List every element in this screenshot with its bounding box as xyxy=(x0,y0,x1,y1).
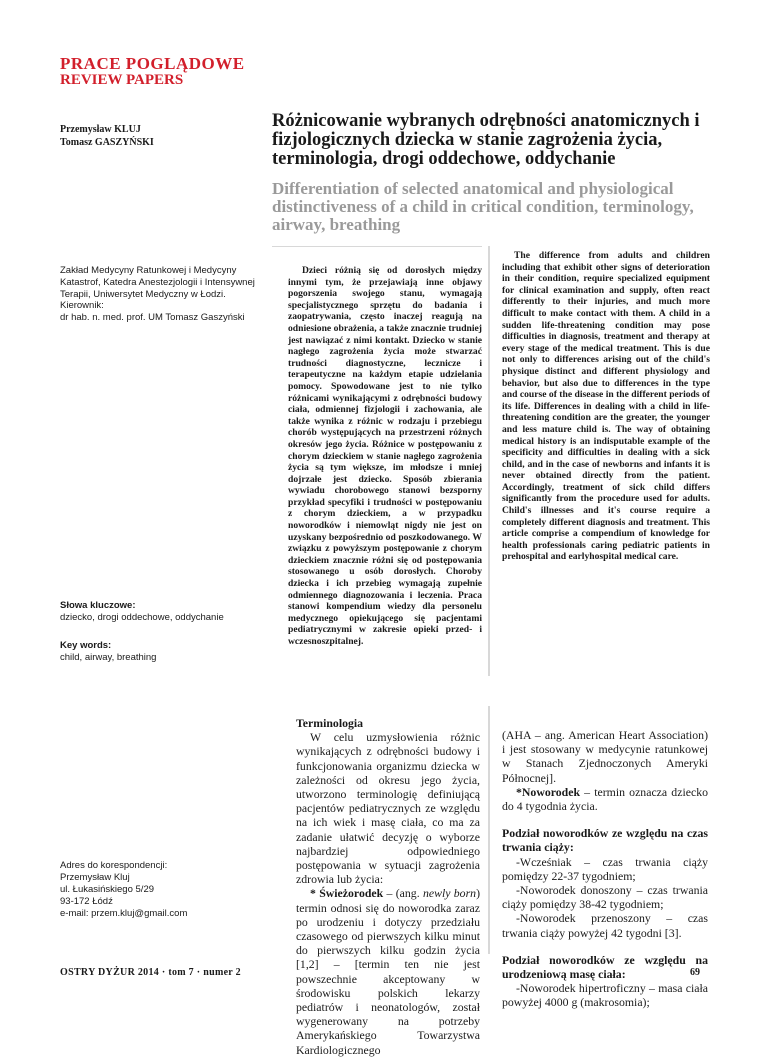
correspondence-street: ul. Łukasińskiego 5/29 xyxy=(60,884,155,895)
article-title-en: Differentiation of selected anatomical and physiological distinctiveness of a child in critical condition, terminology, airway, breathing xyxy=(272,179,694,234)
list-item: -Noworodek donoszony – czas trwania ciąży pomiędzy 38-42 tygodniem; xyxy=(502,883,708,912)
term: *Noworodek xyxy=(516,784,581,799)
paragraph: (AHA – ang. American Heart Association) i jest stosowany w medycynie ratunkowej w Stanach Zjednoczonych Ameryki Północnej]. xyxy=(502,728,708,785)
divider xyxy=(272,246,482,247)
page-number: 69 xyxy=(690,967,700,978)
head-name: dr hab. n. med. prof. UM Tomasz Gaszyński xyxy=(60,312,245,323)
paragraph xyxy=(296,886,480,1056)
body-column-right xyxy=(502,728,708,1010)
abstract-en: The difference from adults and children including that exhibit other signs of deterioration in their condition, require specialized equipment for clinical examination and supply, often react differently to their injuries, and much more difficult to make contact with them. A child in a sudden life-threatening condition may pose difficulties in diagnosis, treatment and therapy at every stage of the medical treatment. This is due not only to differences arising out of the child's physique distinct and different physiology and behavior, but also due to differences in the type and course of the disease in the different periods of its life. Differences in dealing with a child in life-threatening condition are the greater, the younger and less mature child is. The way of obtaining medical history is an indisputable example of the specificity and difficulties in dealing with a sick child, and in the case of newborns and infants it is never obtained directly from the patient. Accordingly, treatment of sick child differs significantly from the procedure used for adults. Child's illnesses and it's course require a completely different diagnosis and treatment. This article comprise a compendium of knowledge for health professionals caring pediatric patients in prehospital and earlyhospital medical care. xyxy=(502,250,710,563)
list-item: -Noworodek hipertroficzny – masa ciała powyżej 4000 g (makrosomia); xyxy=(502,981,708,1010)
column-divider xyxy=(488,706,490,954)
list-item: -Wcześniak – czas trwania ciąży pomiędzy 22-37 tygodniem; xyxy=(502,854,708,883)
affiliation: Zakład Medycyny Ratunkowej i Medycyny Katastrof, Katedra Anestezjologii i Intensywnej Terapii, Uniwersytet Medyczny w Łodzi. xyxy=(60,265,255,300)
keywords-pl xyxy=(60,600,260,624)
body-column-left xyxy=(296,716,480,1057)
keywords-pl-value: dziecko, drogi oddechowe, oddychanie xyxy=(60,612,224,623)
correspondence-address xyxy=(60,860,260,920)
list-item: -Noworodek przenoszony – czas trwania ciąży powyżej 42 tygodni [3]. xyxy=(502,911,708,940)
subheading: Podział noworodków ze względu na czas trwania ciąży: xyxy=(502,826,708,855)
paragraph xyxy=(502,785,708,813)
paragraph-text: – termin oznacza dziecko do 4 tygodnia życia. xyxy=(502,784,708,814)
term: * Świeżorodek xyxy=(310,886,384,901)
head-label: Kierownik: xyxy=(60,300,104,311)
term-en: newly born xyxy=(422,886,477,901)
subheading: Podział noworodków ze względu na urodzeniową masę ciała: xyxy=(502,952,708,982)
correspondence-email[interactable]: e-mail: przem.kluj@gmail.com xyxy=(60,908,188,919)
column-divider xyxy=(488,246,490,676)
keywords-pl-label: Słowa kluczowe: xyxy=(60,600,136,611)
journal-footer: OSTRY DYŻUR 2014 · tom 7 · numer 2 xyxy=(60,967,241,978)
correspondence-label: Adres do korespondencji: xyxy=(60,860,168,871)
correspondence-city: 93-172 Łódź xyxy=(60,896,113,907)
section-heading-terminology: Terminologia xyxy=(296,716,364,730)
section-label-en: REVIEW PAPERS xyxy=(60,72,184,88)
department-head xyxy=(60,300,260,324)
abstract-pl: Dzieci różnią się od dorosłych między innymi tym, że przejawiają inne objawy pogorszenia swojego stanu, wymagają specjalistycznego sprzętu do badania i zaopatrywania, często inaczej reagują na odniesione obrażenia, a także znacznie trudniej jest nawiązać z nimi kontakt. Dziecko w stanie nagłego zagrożenia życia może stwarzać trudności diagnostyczne, lecznicze i terapeutyczne na każdym etapie udzielania pomocy. Spowodowane jest to nie tylko różnicami wynikającymi z odrębności budowy ciała, odmiennej fizjologii i zachowania, ale także wynika z różnic w rodzaju i przebiegu chorób występujących na przestrzeni różnych okresów jego życia. Różnice w postępowaniu z chorym dzieckiem w stanie nagłego zagrożenia życia są tym większe, im młodsze i mniej dojrzałe jest dziecko. Sposób zbierania wywiadu chorobowego stanowi bezsporny przykład specyfiki i trudności w postępowaniu z chorym dzieckiem, a w przypadku noworodków i niemowląt nigdy nie jest on uzyskany bezpośrednio od poszkodowanego. W związku z powyższym postępowanie z chorym dzieckiem znacznie różni się od postępowania stosowanego u osób dorosłych. Choroby dziecka i ich przebieg wymagają zupełnie odmiennego diagnozowania i leczenia. Praca stanowi kompendium wiedzy dla personelu medycznego opiekującego się pacjentami pediatrycznymi w zakresie opieki przed- i wczesnoszpitalnej. xyxy=(288,265,482,647)
keywords-en-label: Key words: xyxy=(60,640,112,651)
keywords-en xyxy=(60,640,260,664)
paragraph: W celu uzmysłowienia różnic wynikających z odrębności budowy i funkcjonowania organizmu dziecka w zależności od okresu jego życia, utworzono terminologię definiującą pacjentów pediatrycznych ze względu na ich wiek i masę ciała, co ma za zadanie ułatwić decyzję o wyborze najbardziej odpowiedniego postępowania w sytuacji zagrożenia zdrowia lub życia: xyxy=(296,730,480,887)
article-title-pl: Różnicowanie wybranych odrębności anatomicznych i fizjologicznych dziecka w stanie zagrożenia życia, terminologia, drogi oddechowe, oddychanie xyxy=(272,111,700,169)
paragraph-text: ) termin odnosi się do noworodka zaraz po urodzeniu i dotyczy przedziału czasowego od pierwszych kilku minut do pierwszych kilku godzin życia [1,2] – [termin ten nie jest powszechnie akceptowany w środowisku polskich lekarzy pediatrów i neonatologów, został wygenerowany na potrzeby Amerykańskiego Towarzystwa Kardiologicznego xyxy=(296,886,480,1057)
keywords-en-value: child, airway, breathing xyxy=(60,652,157,663)
author-name: Przemysław KLUJ xyxy=(60,124,141,135)
author-name: Tomasz GASZYŃSKI xyxy=(60,137,154,148)
section-label-pl: PRACE POGLĄDOWE xyxy=(60,54,245,73)
correspondence-name: Przemysław Kluj xyxy=(60,872,130,883)
author-list xyxy=(60,123,154,149)
text: – (ang. xyxy=(386,886,423,901)
